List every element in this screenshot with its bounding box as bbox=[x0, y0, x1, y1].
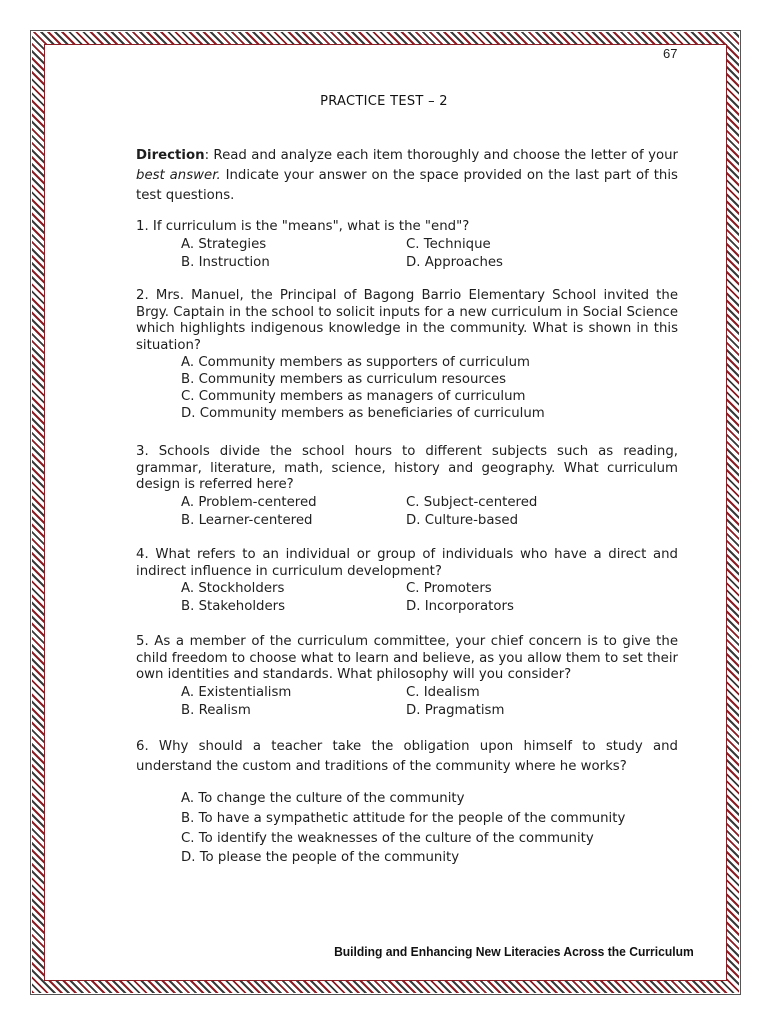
answer-option: A. To change the culture of the community bbox=[181, 791, 465, 806]
answer-option: B. Instruction bbox=[181, 254, 270, 270]
question-4 bbox=[136, 547, 678, 616]
answer-option: C. Community members as managers of curriculum bbox=[181, 389, 526, 404]
book-title-footer: Building and Enhancing New Literacies Across the Curriculum bbox=[334, 944, 694, 959]
answer-option: B. To have a sympathetic attitude for the people of the community bbox=[181, 810, 626, 826]
answer-option: B. Learner-centered bbox=[181, 512, 313, 528]
answer-options bbox=[136, 354, 678, 422]
answer-option: D. Incorporators bbox=[406, 599, 514, 614]
page-title: PRACTICE TEST – 2 bbox=[320, 94, 448, 109]
answer-option: B. Community members as curriculum resources bbox=[181, 372, 507, 387]
page-number: 67 bbox=[663, 46, 678, 61]
answer-option: D. Culture-based bbox=[406, 512, 519, 528]
answer-option: A. Stockholders bbox=[181, 581, 285, 596]
question-stem: 4. What refers to an individual or group of individuals who have a direct and indirect influence in curriculum development? bbox=[136, 547, 678, 579]
answer-option: D. Pragmatism bbox=[406, 702, 505, 718]
answer-option: D. Community members as beneficiaries of curriculum bbox=[181, 406, 545, 421]
question-5 bbox=[136, 634, 678, 720]
answer-options bbox=[136, 494, 678, 530]
question-stem: 3. Schools divide the school hours to different subjects such as reading, grammar, literature, math, science, history and geography. What curriculum design is referred here? bbox=[136, 444, 678, 492]
question-stem: 6. Why should a teacher take the obligation upon himself to study and understand the custom and traditions of the community where he works? bbox=[136, 739, 678, 774]
answer-option: C. Technique bbox=[406, 236, 491, 252]
answer-option: A. Existentialism bbox=[181, 684, 292, 700]
answer-options bbox=[136, 236, 678, 272]
direction-label: Direction bbox=[136, 148, 205, 163]
answer-option: C. To identify the weaknesses of the culture of the community bbox=[181, 830, 594, 846]
question-stem: 2. Mrs. Manuel, the Principal of Bagong Barrio Elementary School invited the Brgy. Captain in the school to solicit inputs for a new curriculum in Social Science which highlights indigenous knowledge in the community. What is shown in this situation? bbox=[136, 288, 678, 353]
question-6 bbox=[136, 737, 678, 868]
answer-option: C. Idealism bbox=[406, 684, 480, 700]
answer-option: C. Promoters bbox=[406, 581, 492, 596]
answer-options bbox=[136, 580, 678, 616]
answer-option: D. To please the people of the community bbox=[181, 850, 460, 866]
question-2 bbox=[136, 288, 678, 422]
direction-text-after: Indicate your answer on the space provided on the last part of this test questions. bbox=[136, 168, 678, 203]
answer-options bbox=[136, 684, 678, 720]
direction-emphasis: best answer. bbox=[136, 168, 221, 183]
answer-option: A. Community members as supporters of curriculum bbox=[181, 355, 530, 370]
answer-option: A. Strategies bbox=[181, 236, 267, 252]
question-1 bbox=[136, 219, 678, 272]
answer-option: B. Stakeholders bbox=[181, 599, 286, 614]
answer-option: D. Approaches bbox=[406, 254, 503, 270]
answer-option: B. Realism bbox=[181, 702, 251, 718]
question-stem: 5. As a member of the curriculum committee, your chief concern is to give the child freedom to choose what to learn and believe, as you allow them to set their own identities and standards. What philosophy will you consider? bbox=[136, 634, 678, 682]
question-3 bbox=[136, 444, 678, 530]
answer-option: A. Problem-centered bbox=[181, 494, 317, 510]
answer-option: C. Subject-centered bbox=[406, 494, 538, 510]
direction-paragraph bbox=[136, 146, 678, 206]
question-stem: 1. If curriculum is the "means", what is the "end"? bbox=[136, 219, 470, 234]
direction-text-before: : Read and analyze each item thoroughly and choose the letter of your bbox=[204, 148, 678, 163]
answer-options bbox=[136, 789, 678, 868]
